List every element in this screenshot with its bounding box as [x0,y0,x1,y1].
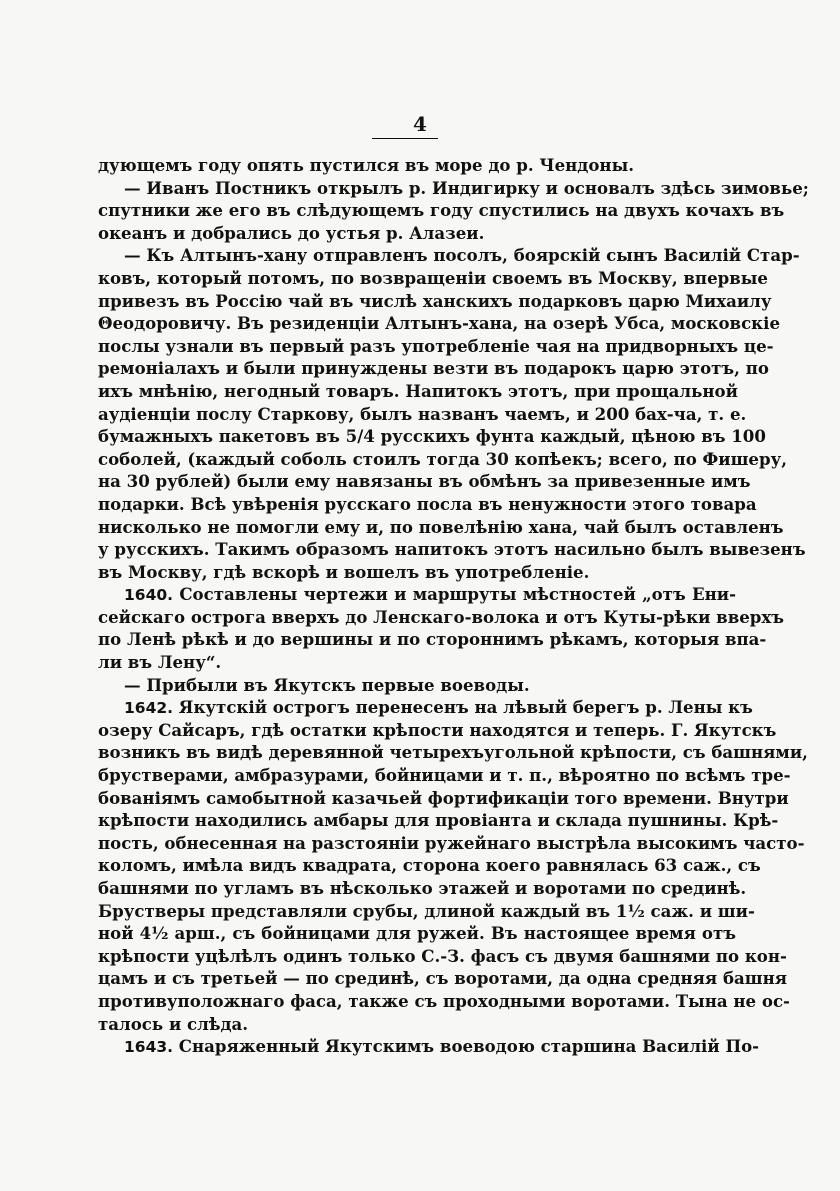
paragraph [98,244,806,583]
text-line: океанъ и добрались до устья р. Алазеи. [98,222,485,243]
text-line: цамъ и съ третьей — по срединѣ, съ воротами, да одна средняя башня [98,968,788,989]
text-line: башнями по угламъ въ нѣсколько этажей и воротами по срединѣ. [98,878,747,898]
text-line: послы узнали въ первый разъ употребленіе чая на придворныхъ це- [98,335,774,356]
text-line: Θеодоровичу. Въ резиденціи Алтынъ-хана, на озерѣ Убса, московскіе [98,313,781,334]
text-line: — Къ Алтынъ-хану отправленъ посолъ, боярскій сынъ Василій Стар- [124,245,800,266]
text-line: спутники же его въ слѣдующемъ году спустились на двухъ кочахъ въ [98,200,785,221]
text-line: соболей, (каждый соболь стоилъ тогда 30 копѣекъ; всего, по Фишеру, [98,448,787,469]
line-text: Снаряженный Якутскимъ воеводою старшина Василій По- [173,1036,760,1057]
text-line: озеру Сайсаръ, гдѣ остатки крѣпости находятся и теперь. Г. Якутскъ [98,719,777,740]
text-line: ли въ Лену“. [98,652,222,673]
paragraph [98,583,785,673]
text-line: аудіенціи послу Старкову, былъ названъ чаемъ, и 200 бах-ча, т. е. [98,403,747,424]
year-heading: 1640. [124,586,174,605]
text-line: брустверами, амбразурами, бойницами и т. п., вѣроятно по всѣмъ тре- [98,765,791,786]
text-line: талось и слѣда. [98,1013,249,1034]
text-line: подарки. Всѣ увѣренія русскаго посла въ ненужности этого товара [98,493,757,514]
paragraph [98,696,808,1035]
text-line: нисколько не помогли ему и, по повелѣнію хана, чай былъ оставленъ [98,516,784,537]
text-line: бованіямъ самобытной казачьей фортификаціи того времени. Внутри [98,787,789,808]
year-heading: 1643. [124,1038,174,1057]
text-line [98,696,753,719]
text-line: ной 4½ арш., съ бойницами для ружей. Въ настоящее время отъ [98,923,736,944]
text-line: ковъ, который потомъ, по возвращеніи своемъ въ Москву, впервые [98,267,768,288]
page-number-rule [372,138,438,139]
text-line: крѣпости находились амбары для провіанта и склада пушнины. Крѣ- [98,810,779,831]
paragraph [98,674,736,697]
paragraph [98,154,736,177]
text-line: ремоніалахъ и были принуждены везти въ подарокъ царю этотъ, по [98,358,769,379]
year-heading: 1642. [124,699,174,718]
text-line: сейскаго острога вверхъ до Ленскаго-волока и отъ Куты-рѣки вверхъ [98,606,785,627]
text-line: возникъ въ видѣ деревянной четырехъугольной крѣпости, съ башнями, [98,742,808,763]
paragraph [98,177,809,245]
text-line [98,1035,760,1058]
body-text [98,154,809,1058]
text-line: на 30 рублей) были ему навязаны въ обмѣнъ за привезенные имъ [98,471,751,492]
text-line: крѣпости уцѣлѣлъ одинъ только С.-З. фасъ съ двумя башнями по кон- [98,945,787,966]
paragraph [98,1035,760,1058]
text-line: по Ленѣ рѣкѣ и до вершины и по стороннимъ рѣкамъ, которыя впа- [98,629,767,650]
text-line: у русскихъ. Такимъ образомъ напитокъ этотъ насильно былъ вывезенъ [98,539,806,560]
text-line: привезъ въ Россію чай въ числѣ ханскихъ подарковъ царю Михаилу [98,290,772,311]
text-line: бумажныхъ пакетовъ въ 5/4 русскихъ фунта каждый, цѣною въ 100 [98,426,766,447]
text-line: пость, обнесенная на разстояніи ружейнаго выстрѣла высокимъ часто- [98,832,805,853]
text-line [98,583,736,606]
line-text: Составлены чертежи и маршруты мѣстностей „отъ Ени- [173,584,736,605]
line-text: Якутскій острогъ перенесенъ на лѣвый берегъ р. Лены къ [173,697,753,718]
text-line: ихъ мнѣнію, негодный товаръ. Напитокъ этотъ, при прощальной [98,380,738,401]
text-line: коломъ, имѣла видъ квадрата, сторона коего равнялась 63 саж., съ [98,855,761,876]
text-line: противуположнаго фаса, также съ проходными воротами. Тына не ос- [98,990,790,1011]
text-line: Брустверы представляли срубы, длиной каждый въ 1½ саж. и ши- [98,900,755,921]
text-line: — Прибыли въ Якутскъ первые воеводы. [124,674,530,695]
text-line: дующемъ году опять пустился въ море до р. Чендоны. [98,155,634,175]
text-line: — Иванъ Постникъ открылъ р. Индигирку и основалъ здѣсь зимовье; [124,177,809,198]
text-line: въ Москву, гдѣ вскорѣ и вошелъ въ употребленіе. [98,561,590,582]
page-number: 4 [413,112,427,136]
